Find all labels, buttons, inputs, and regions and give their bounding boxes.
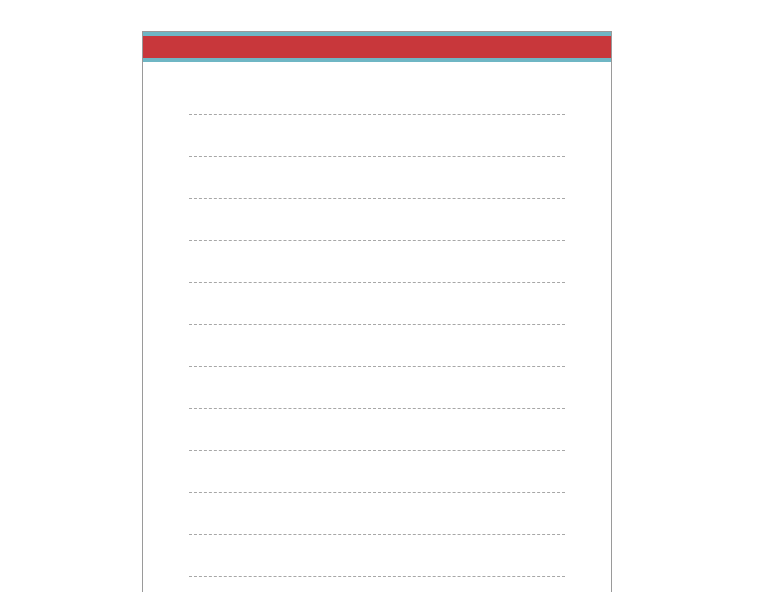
list-item <box>189 283 565 325</box>
charades-list <box>189 70 565 577</box>
top-star-border <box>143 32 611 62</box>
list-item <box>189 115 565 157</box>
list-item <box>189 535 565 577</box>
list-item <box>189 325 565 367</box>
list-item <box>189 157 565 199</box>
page-title <box>189 70 565 115</box>
list-item <box>189 451 565 493</box>
list-item <box>189 409 565 451</box>
right-star-border <box>565 62 611 592</box>
list-item <box>189 367 565 409</box>
list-item <box>189 241 565 283</box>
list-item <box>189 199 565 241</box>
list-item <box>189 493 565 535</box>
left-star-border <box>143 62 189 592</box>
charades-sheet <box>143 32 611 592</box>
